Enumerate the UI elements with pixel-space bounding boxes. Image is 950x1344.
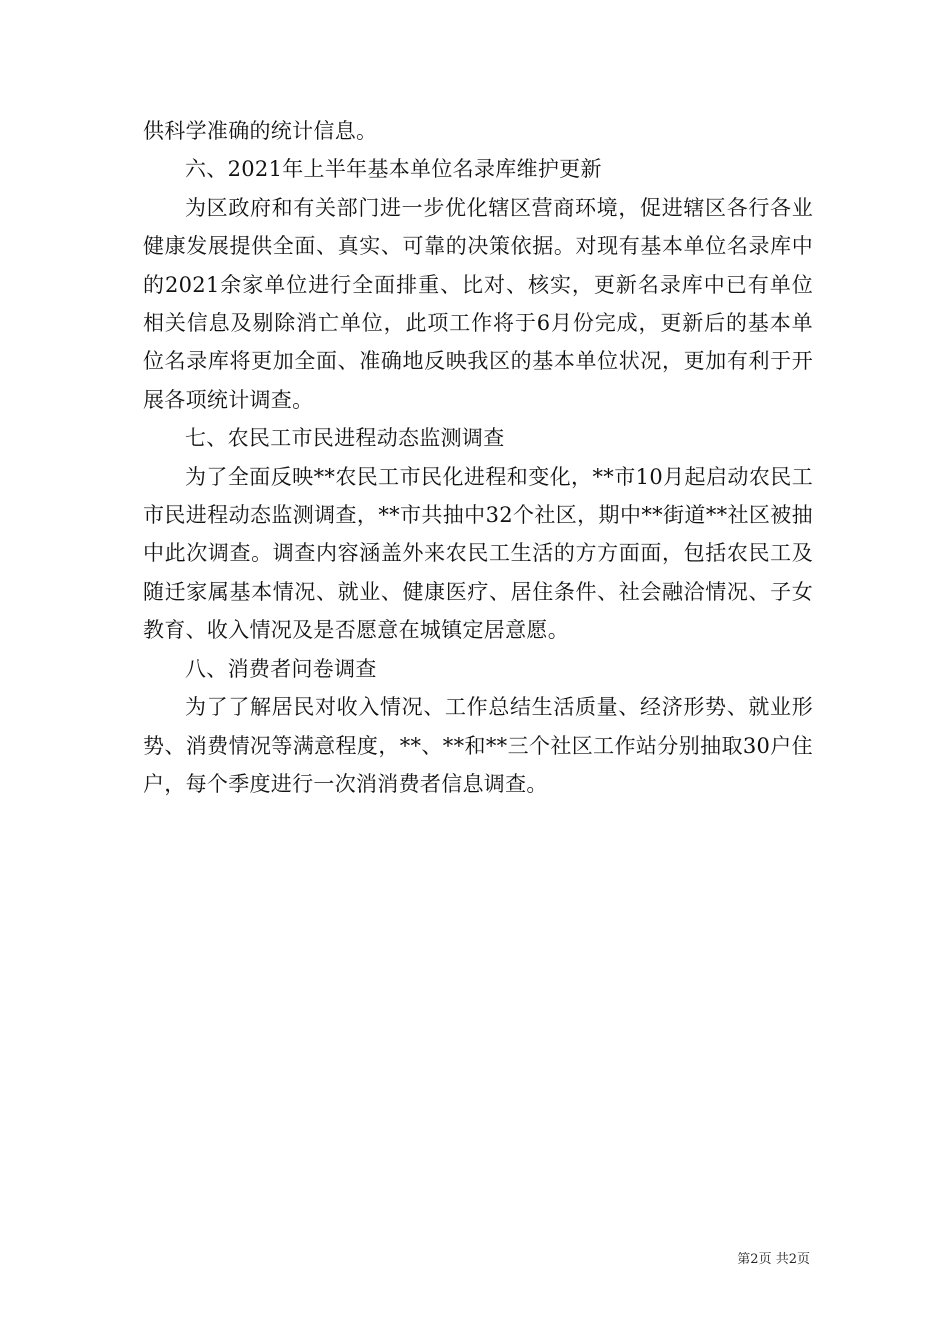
section-heading-eight: 八、消费者问卷调查 — [185, 656, 377, 681]
paragraph-section-seven: 为了全面反映**农民工市民化进程和变化，**市10月起启动农民工市民进程动态监测调查，**市共抽中32个社区，期中**街道**社区被抽中此次调查。调查内容涵盖外来农民工生活的方方面面，包括农民工及随迁家属基本情况、就业、健康医疗、居住条件、社会融洽情况、子女教育、收入情况及是否愿意在城镇定居意愿。 — [143, 464, 813, 643]
footer-total-pages: 2 — [788, 1252, 797, 1267]
page-footer — [0, 1248, 810, 1267]
footer-prefix: 第 — [737, 1252, 751, 1267]
section-heading-six: 六、2021年上半年基本单位名录库维护更新 — [185, 157, 602, 182]
footer-current-page: 2 — [750, 1252, 759, 1267]
section-heading-seven: 七、农民工市民进程动态监测调查 — [185, 426, 505, 451]
footer-middle: 页 共 — [758, 1252, 789, 1267]
paragraph-section-six: 为区政府和有关部门进一步优化辖区营商环境，促进辖区各行各业健康发展提供全面、真实、可靠的决策依据。对现有基本单位名录库中的2021余家单位进行全面排重、比对、核实，更新名录库中已有单位相关信息及剔除消亡单位，此项工作将于6月份完成，更新后的基本单位名录库将更加全面、准确地反映我区的基本单位状况，更加有利于开展各项统计调查。 — [143, 195, 813, 412]
document-body — [143, 112, 813, 803]
footer-suffix: 页 — [796, 1252, 810, 1267]
paragraph-continuation: 供科学准确的统计信息。 — [143, 119, 378, 143]
paragraph-section-eight: 为了了解居民对收入情况、工作总结生活质量、经济形势、就业形势、消费情况等满意程度，**、**和**三个社区工作站分别抽取30户住户，每个季度进行一次消消费者信息调查。 — [143, 695, 813, 796]
